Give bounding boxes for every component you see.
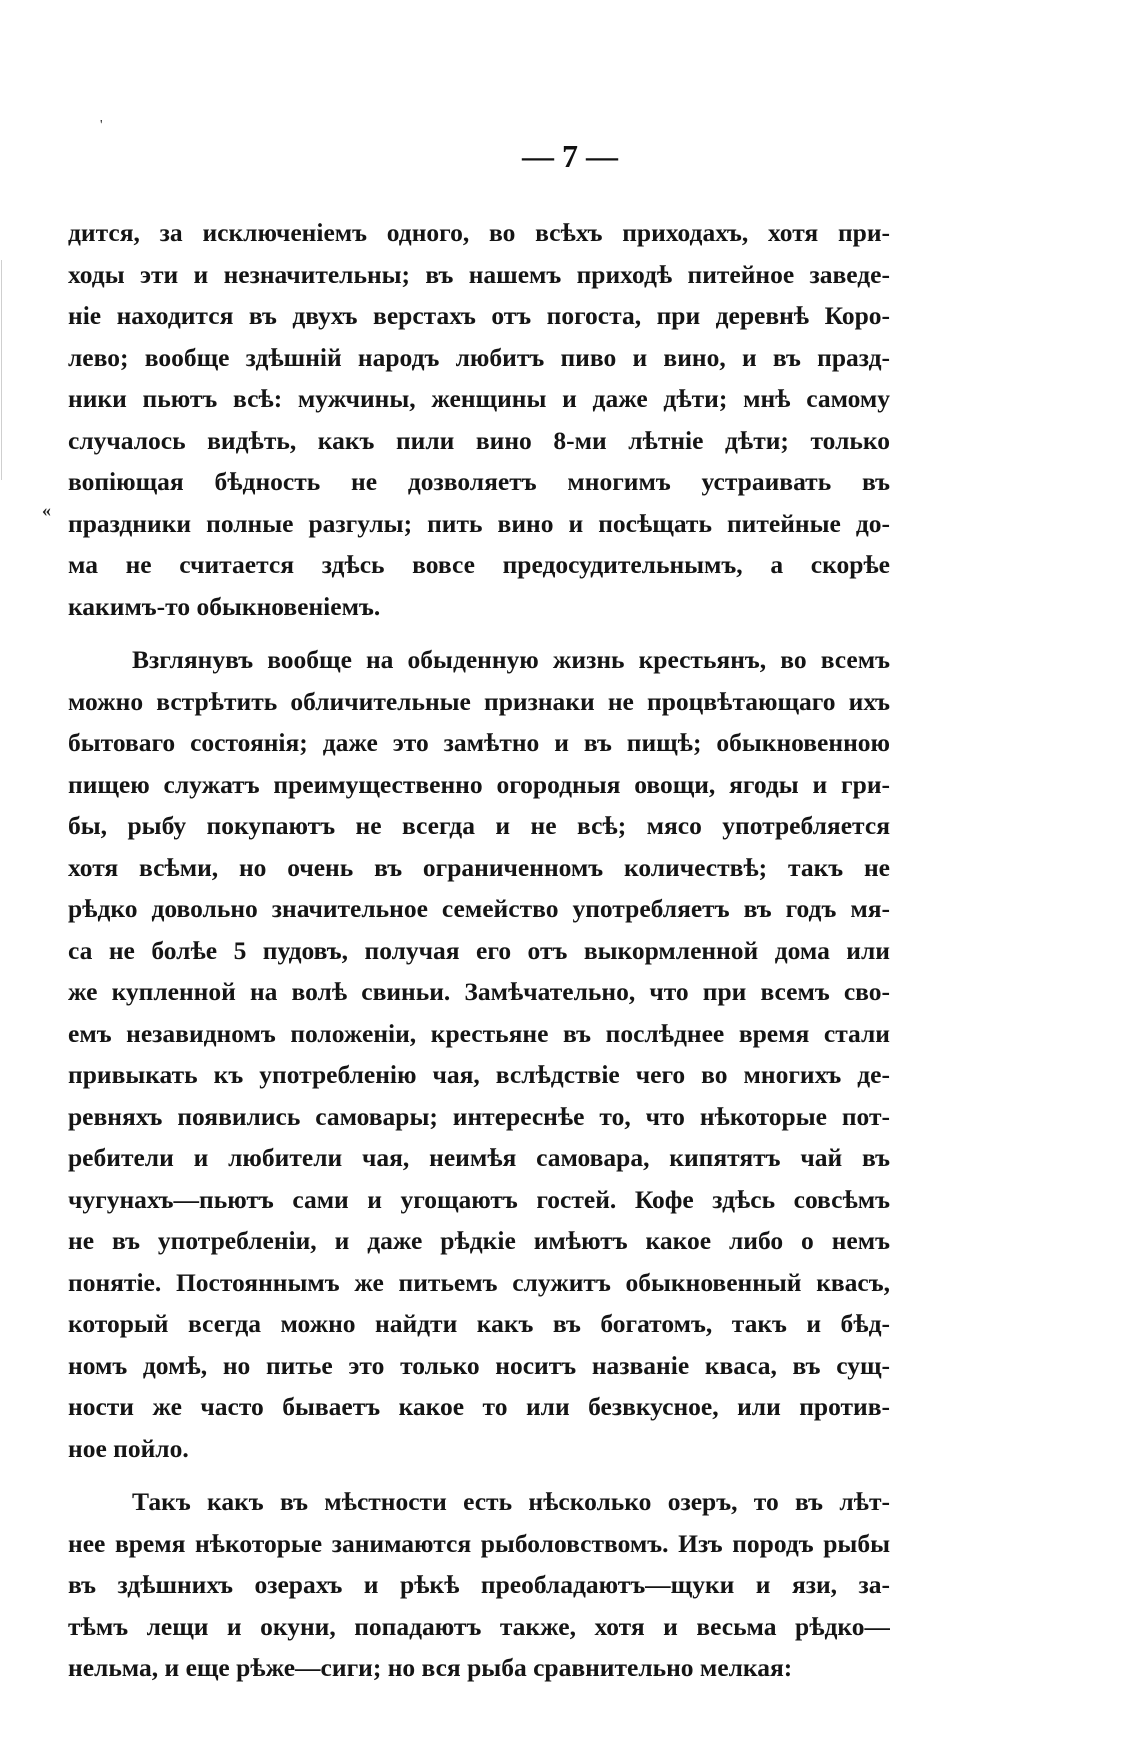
- text-line: дится, за исключеніемъ одного, во всѣхъ приходахъ, хотя при-: [68, 218, 890, 247]
- text-line: рѣдко довольно значительное семейство употребляетъ въ годъ мя-: [68, 894, 890, 923]
- text-line: ніе находится въ двухъ верстахъ отъ погоста, при деревнѣ Коро-: [68, 301, 890, 330]
- text-line: можно встрѣтить обличительные признаки не процвѣтающаго ихъ: [68, 686, 890, 716]
- text-line: же купленной на волѣ свиньи. Замѣчательно, что при всемъ сво-: [68, 977, 890, 1006]
- text-line: привыкать къ употребленію чая, вслѣдствіе чего во многихъ де-: [68, 1060, 890, 1089]
- text-line: понятіе. Постояннымъ же питьемъ служитъ обыкновенный квасъ,: [68, 1267, 890, 1297]
- body-text: [68, 212, 890, 1689]
- text-line: бытоваго состоянія; даже это замѣтно и въ пищѣ; обыкновенною: [68, 728, 890, 757]
- text-line: ности же часто бываетъ какое то или безвкусное, или против-: [68, 1392, 890, 1421]
- paragraph-gap: [68, 1469, 890, 1481]
- text-line: какимъ-то обыкновеніемъ.: [68, 591, 381, 621]
- text-line: чугунахъ—пьютъ сами и угощаютъ гостей. Кофе здѣсь совсѣмъ: [68, 1184, 890, 1214]
- text-line: лево; вообще здѣшній народъ любитъ пиво и вино, и въ празд-: [68, 342, 890, 372]
- text-line: нее время нѣкоторые занимаются рыболовствомъ. Изъ породъ рыбы: [68, 1528, 890, 1558]
- scan-edge-shadow: [1, 260, 2, 480]
- text-line: вопіющая бѣдность не дозволяетъ многимъ устраивать въ: [68, 467, 890, 496]
- paragraph: [68, 1481, 890, 1689]
- text-line: номъ домѣ, но питье это только носитъ названіе кваса, въ сущ-: [68, 1350, 890, 1380]
- text-line: ма не считается здѣсь вовсе предосудительнымъ, а скорѣе: [68, 550, 890, 579]
- margin-speck: ': [100, 118, 103, 133]
- text-line: не въ употребленіи, и даже рѣдкіе имѣютъ какое либо о немъ: [68, 1226, 890, 1255]
- text-line: праздники полные разгулы; пить вино и посѣщать питейные до-: [68, 508, 890, 538]
- text-line: са не болѣе 5 пудовъ, получая его отъ выкормленной дома или: [68, 935, 890, 965]
- text-line: ревняхъ появились самовары; интереснѣе то, что нѣкоторые пот-: [68, 1101, 890, 1131]
- text-line: пищею служатъ преимущественно огородныя овощи, ягоды и гри-: [68, 769, 890, 799]
- text-line: ное пойло.: [68, 1433, 189, 1463]
- text-line: нельма, и еще рѣже—сиги; но вся рыба сравнительно мелкая:: [68, 1653, 793, 1682]
- text-line: хотя всѣми, но очень въ ограниченномъ количествѣ; такъ не: [68, 852, 890, 882]
- text-line: ники пьютъ всѣ: мужчины, женщины и даже дѣти; мнѣ самому: [68, 384, 890, 413]
- page-number: — 7 —: [522, 138, 618, 174]
- text-line: ходы эти и незначительны; въ нашемъ приходѣ питейное заведе-: [68, 259, 890, 289]
- text-line: Взглянувъ вообще на обыденную жизнь крестьянъ, во всемъ: [132, 645, 890, 674]
- margin-mark: «: [42, 500, 51, 520]
- paragraph: [68, 639, 890, 1469]
- text-line: Такъ какъ въ мѣстности есть нѣсколько озеръ, то въ лѣт-: [132, 1487, 890, 1516]
- text-line: емъ незавидномъ положеніи, крестьяне въ послѣднее время стали: [68, 1018, 890, 1048]
- text-line: ребители и любители чая, неимѣя самовара, кипятятъ чай въ: [68, 1143, 890, 1172]
- paragraph-gap: [68, 627, 890, 639]
- text-line: который всегда можно найдти какъ въ богатомъ, такъ и бѣд-: [68, 1309, 890, 1338]
- text-line: въ здѣшнихъ озерахъ и рѣкѣ преобладаютъ—щуки и язи, за-: [68, 1570, 890, 1599]
- paragraph: [68, 212, 890, 627]
- text-line: бы, рыбу покупаютъ не всегда и не всѣ; мясо употребляется: [68, 811, 890, 840]
- text-line: тѣмъ лещи и окуни, попадаютъ также, хотя и весьма рѣдко—: [68, 1611, 890, 1641]
- text-line: случалось видѣть, какъ пили вино 8-ми лѣтніе дѣти; только: [68, 425, 890, 455]
